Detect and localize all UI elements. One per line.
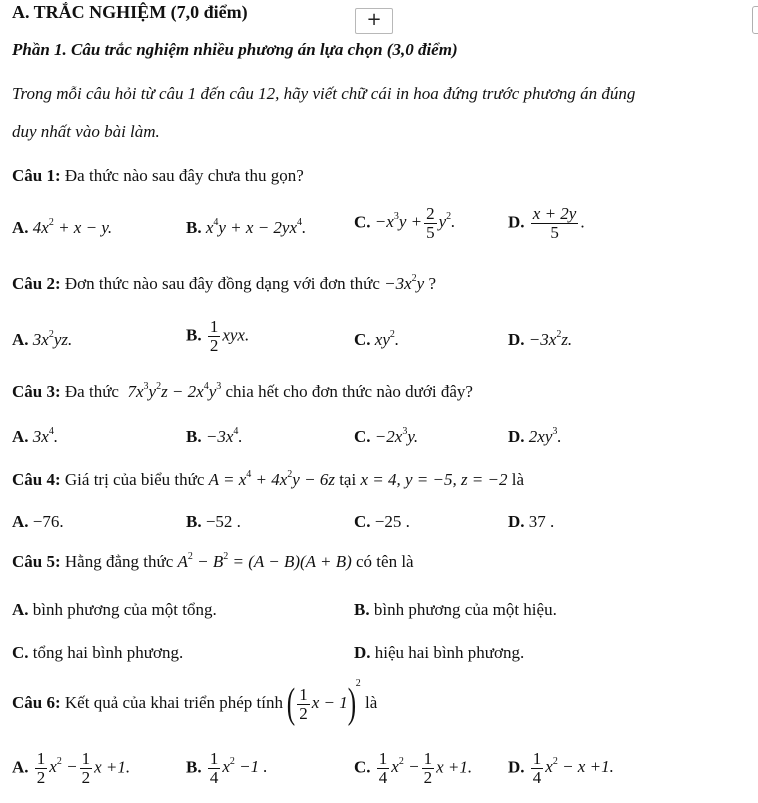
q1-option-a[interactable]: A. $4x^2 + x - y$.	[12, 217, 113, 237]
q5-option-a[interactable]: A. bình phương của một tổng.	[12, 600, 217, 619]
side-box[interactable]	[752, 6, 758, 34]
question-text: Đa thức nào sau đây chưa thu gọn?	[64, 166, 304, 185]
instructions-line1: Trong mỗi câu hỏi từ câu 1 đến câu 12, hãy viết chữ cái in hoa đứng trước phương án đúng	[12, 84, 636, 103]
question-2: Câu 2: Đơn thức nào sau đây đồng dạng với đơn thức $-3x^2y$ ?	[12, 273, 437, 293]
question-5: Câu 5: Hằng đẳng thức $A^2 - B^2 = (A - B)(A + B)$ có tên là	[12, 551, 414, 571]
q1-option-d[interactable]: D. $\frac{x + 2y}{5}$ .	[508, 204, 585, 242]
q5-option-d[interactable]: D. hiệu hai bình phương.	[354, 643, 525, 662]
q6-option-c[interactable]: C. $\frac{1}{4}$ $x^2$ − $\frac{1}{2}$ x +1.	[354, 749, 473, 787]
q4-option-c[interactable]: C. −25 .	[354, 512, 410, 531]
question-4: Câu 4: Giá trị của biểu thức $A = x^4 + 4x^2y - 6z$ tại x = 4, y = −5, z = −2 là	[12, 469, 525, 489]
add-button[interactable]: +	[355, 8, 393, 34]
q6-option-a[interactable]: A. $\frac{1}{2}$ $x^2$ − $\frac{1}{2}$ x +1.	[12, 749, 131, 787]
q4-option-b[interactable]: B. −52 .	[186, 512, 241, 531]
q5-option-b[interactable]: B. bình phương của một hiệu.	[354, 600, 557, 619]
q3-option-b[interactable]: B. $-3x^4$.	[186, 426, 243, 446]
q6-option-d[interactable]: D. $\frac{1}{4}$ $x^2 - x +1$.	[508, 749, 614, 787]
q4-option-a[interactable]: A. −76.	[12, 512, 64, 531]
q3-option-c[interactable]: C. $-2x^3y$.	[354, 426, 419, 446]
section-title: A. TRẮC NGHIỆM (7,0 điểm)	[12, 2, 248, 22]
part-title: Phần 1. Câu trắc nghiệm nhiều phương án lựa chọn (3,0 điểm)	[12, 40, 458, 59]
question-1	[12, 166, 304, 186]
q2-option-b[interactable]: B. $\frac{1}{2}$ xyx.	[186, 317, 250, 355]
instructions-line2: duy nhất vào bài làm.	[12, 122, 160, 141]
q3-option-d[interactable]: D. $2xy^3$.	[508, 426, 562, 446]
q1-option-b[interactable]: B. $x^4y + x - 2yx^4$.	[186, 217, 307, 237]
q3-option-a[interactable]: A. $3x^4$.	[12, 426, 59, 446]
q5-option-c[interactable]: C. tổng hai bình phương.	[12, 643, 184, 662]
q6-option-b[interactable]: B. $\frac{1}{4}$ $x^2 -1$ .	[186, 749, 268, 787]
q1-option-c[interactable]: C. $-x^3y$ + $\frac{2}{5}$ $y^2$.	[354, 204, 456, 242]
q4-option-d[interactable]: D. 37 .	[508, 512, 555, 531]
question-6: Câu 6: Kết quả của khai triển phép tính ( $\frac{1}{2}$ x − 1)$^2$ là	[12, 677, 378, 727]
q2-option-a[interactable]: A. $3x^2yz$.	[12, 329, 73, 349]
question-label: Câu 1:	[12, 166, 61, 185]
question-3: Câu 3: Đa thức $7x^3y^2z - 2x^4y^3$ chia hết cho đơn thức nào dưới đây?	[12, 381, 473, 401]
q2-option-c[interactable]: C. $xy^2$.	[354, 329, 400, 349]
q2-option-d[interactable]: D. $-3x^2z$.	[508, 329, 573, 349]
